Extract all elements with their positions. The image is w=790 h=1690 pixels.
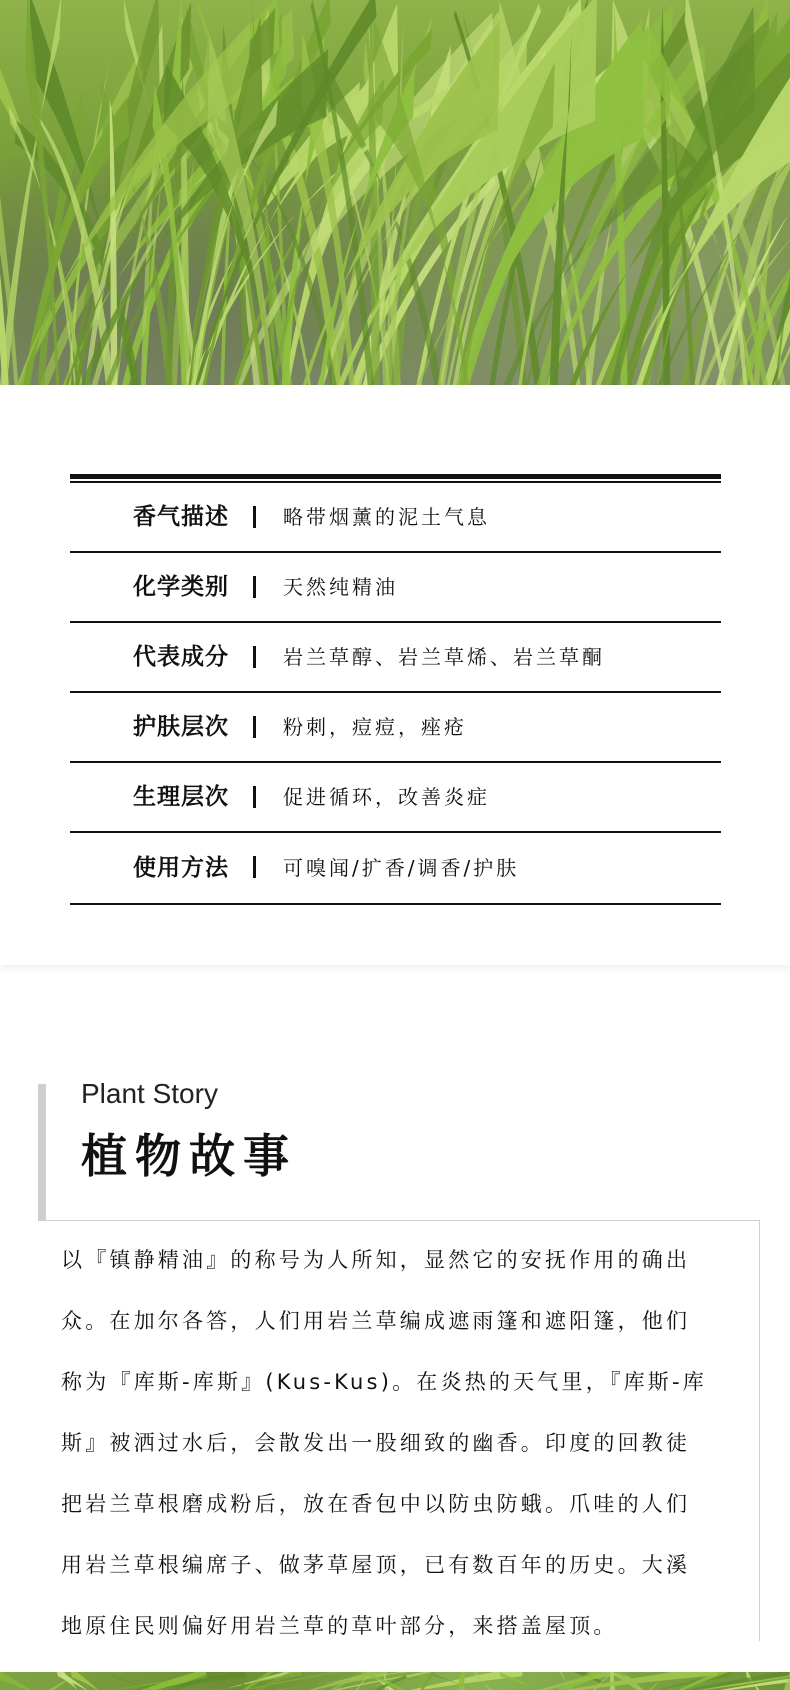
attribute-row [70,833,721,905]
grass-photo-bottom [0,1672,790,1690]
story-paragraph-line: 用岩兰草根编席子、做茅草屋顶，已有数百年的历史。大溪 [61,1553,691,1577]
attribute-value: 促进循环，改善炎症 [283,785,490,809]
story-paragraph-line: 把岩兰草根磨成粉后，放在香包中以防虫防蛾。爪哇的人们 [61,1492,691,1516]
story-paragraph-line: 地原住民则偏好用岩兰草的草叶部分，来搭盖屋顶。 [61,1614,618,1638]
attribute-row [70,693,721,763]
attribute-label: 化学类别 [133,574,229,600]
attribute-label: 香气描述 [133,504,229,530]
attribute-value: 粉刺，痘痘，痤疮 [283,715,467,739]
story-accent-bar [38,1084,46,1220]
attribute-separator [253,646,256,668]
attribute-separator [253,716,256,738]
attributes-table [70,483,721,905]
story-paragraph-line: 斯』被洒过水后，会散发出一股细致的幽香。印度的回教徒 [61,1431,691,1455]
attribute-row [70,623,721,693]
attribute-label: 代表成分 [133,644,229,670]
attribute-row [70,483,721,553]
attribute-row [70,553,721,623]
attribute-label: 使用方法 [133,855,229,881]
story-paragraph-line: 众。在加尔各答，人们用岩兰草编成遮雨篷和遮阳篷，他们 [61,1309,691,1333]
story-title-en: Plant Story [81,1078,218,1109]
attribute-separator [253,576,256,598]
attribute-row [70,763,721,833]
attribute-value: 岩兰草醇、岩兰草烯、岩兰草酮 [283,645,605,669]
attribute-value: 可嗅闻/扩香/调香/护肤 [283,856,520,880]
attribute-label: 生理层次 [133,784,229,810]
grass-blades-bottom [0,1672,790,1690]
attribute-label: 护肤层次 [133,714,229,740]
story-title-cn: 植物故事 [81,1129,297,1183]
grass-photo [0,0,790,385]
attributes-section [0,385,790,965]
story-paragraph-line: 以『镇静精油』的称号为人所知，显然它的安抚作用的确出 [61,1248,691,1272]
story-paragraph-line: 称为『库斯-库斯』(Kus-Kus)。在炎热的天气里，『库斯-库 [61,1370,707,1394]
attribute-value: 略带烟薰的泥土气息 [283,505,490,529]
attribute-separator [253,856,256,878]
attribute-value: 天然纯精油 [283,575,398,599]
attribute-separator [253,506,256,528]
attribute-separator [253,786,256,808]
grass-blades [0,0,790,385]
table-top-rule [70,474,721,479]
